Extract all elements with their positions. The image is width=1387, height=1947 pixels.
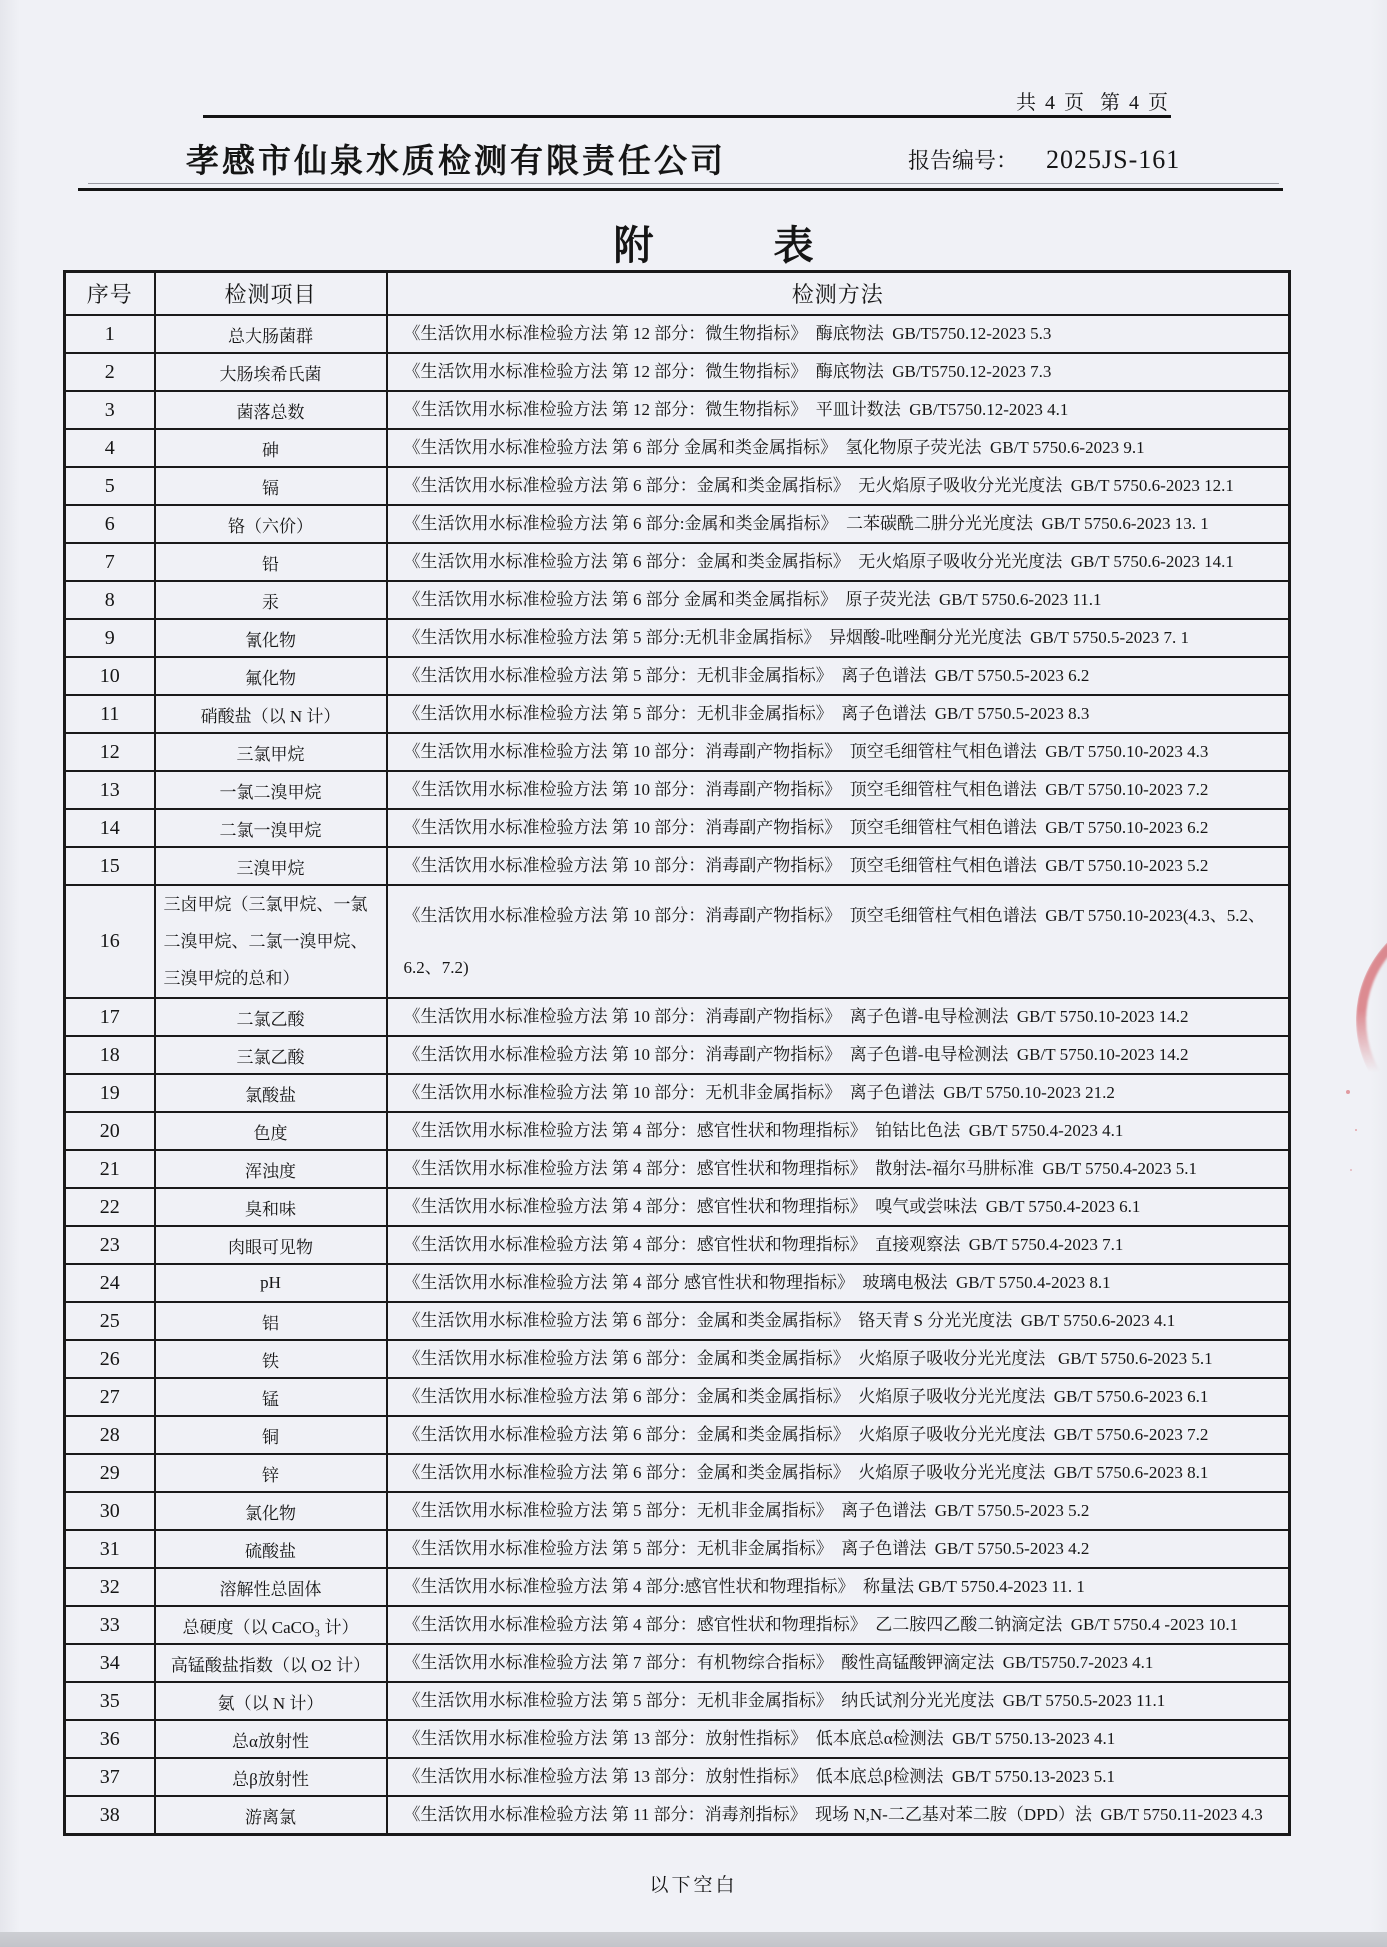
method-cell: 《生活饮用水标准检验方法 第 4 部分：感官性状和物理指标》 散射法-福尔马肼标准 GB/T 5750.4-2023 5.1 [387, 1150, 1290, 1188]
item-cell: 铝 [155, 1302, 387, 1340]
seq-cell: 13 [65, 771, 155, 809]
seq-cell: 16 [65, 885, 155, 998]
seq-cell: 25 [65, 1302, 155, 1340]
method-cell: 《生活饮用水标准检验方法 第 5 部分：无机非金属指标》 离子色谱法 GB/T 5750.5-2023 4.2 [387, 1530, 1290, 1568]
table-row [65, 619, 1290, 657]
seq-cell: 8 [65, 581, 155, 619]
table-row [65, 1378, 1290, 1416]
appendix-title: 附 表 [613, 223, 814, 268]
method-cell: 《生活饮用水标准检验方法 第 10 部分：消毒副产物指标》 离子色谱-电导检测法 GB/T 5750.10-2023 14.2 [387, 1036, 1290, 1074]
method-cell: 《生活饮用水标准检验方法 第 6 部分：金属和类金属指标》 火焰原子吸收分光光度法 GB/T 5750.6-2023 8.1 [387, 1454, 1290, 1492]
item-cell: 肉眼可见物 [155, 1226, 387, 1264]
seq-cell: 19 [65, 1074, 155, 1112]
seq-cell: 37 [65, 1758, 155, 1796]
item-cell: 菌落总数 [155, 391, 387, 429]
scan-edge-artifact [0, 1932, 1387, 1947]
table-row [65, 1568, 1290, 1606]
seq-cell: 34 [65, 1644, 155, 1682]
method-cell: 《生活饮用水标准检验方法 第 6 部分：金属和类金属指标》 无火焰原子吸收分光光度法 GB/T 5750.6-2023 12.1 [387, 467, 1290, 505]
item-cell: 硝酸盐（以 N 计） [155, 695, 387, 733]
method-cell: 《生活饮用水标准检验方法 第 5 部分:无机非金属指标》 异烟酸-吡唑酮分光光度法 GB/T 5750.5-2023 7. 1 [387, 619, 1290, 657]
seq-cell: 9 [65, 619, 155, 657]
table-row [65, 467, 1290, 505]
item-cell: pH [155, 1264, 387, 1302]
seq-cell: 6 [65, 505, 155, 543]
table-row [65, 847, 1290, 885]
report-number-value: 2025JS-161 [1046, 145, 1181, 174]
table-row [65, 657, 1290, 695]
seq-cell: 18 [65, 1036, 155, 1074]
seq-cell: 32 [65, 1568, 155, 1606]
page-indicator: 共 4 页 第 4 页 [1016, 92, 1170, 114]
seq-cell: 5 [65, 467, 155, 505]
seq-cell: 4 [65, 429, 155, 467]
method-cell: 《生活饮用水标准检验方法 第 4 部分 感官性状和物理指标》 玻璃电极法 GB/T 5750.4-2023 8.1 [387, 1264, 1290, 1302]
table-row [65, 391, 1290, 429]
item-cell: 二氯乙酸 [155, 998, 387, 1036]
method-cell: 《生活饮用水标准检验方法 第 4 部分：感官性状和物理指标》 嗅气或尝味法 GB/T 5750.4-2023 6.1 [387, 1188, 1290, 1226]
seq-cell: 20 [65, 1112, 155, 1150]
item-cell: 浑浊度 [155, 1150, 387, 1188]
red-seal-speckles [1346, 1090, 1350, 1094]
table-row [65, 1188, 1290, 1226]
method-cell: 《生活饮用水标准检验方法 第 11 部分：消毒剂指标》 现场 N,N-二乙基对苯二胺（DPD）法 GB/T 5750.11-2023 4.3 [387, 1796, 1290, 1835]
method-cell: 《生活饮用水标准检验方法 第 13 部分：放射性指标》 低本底总β检测法 GB/T 5750.13-2023 5.1 [387, 1758, 1290, 1796]
table-row [65, 1758, 1290, 1796]
table-body [65, 315, 1290, 1835]
method-cell: 《生活饮用水标准检验方法 第 10 部分：无机非金属指标》 离子色谱法 GB/T 5750.10-2023 21.2 [387, 1074, 1290, 1112]
footer-note: 以下空白 [649, 1875, 738, 1896]
table-row [65, 1112, 1290, 1150]
table-row [65, 1302, 1290, 1340]
table-header [65, 272, 1290, 316]
method-cell: 《生活饮用水标准检验方法 第 5 部分：无机非金属指标》 离子色谱法 GB/T 5750.5-2023 8.3 [387, 695, 1290, 733]
item-cell: 三溴甲烷 [155, 847, 387, 885]
table-row [65, 1416, 1290, 1454]
method-cell: 《生活饮用水标准检验方法 第 6 部分:金属和类金属指标》 二苯碳酰二肼分光光度法 GB/T 5750.6-2023 13. 1 [387, 505, 1290, 543]
table-row [65, 581, 1290, 619]
method-cell: 《生活饮用水标准检验方法 第 6 部分 金属和类金属指标》 原子荧光法 GB/T 5750.6-2023 11.1 [387, 581, 1290, 619]
table-row [65, 1036, 1290, 1074]
table-row [65, 1644, 1290, 1682]
table-row [65, 353, 1290, 391]
item-cell: 锰 [155, 1378, 387, 1416]
methods-table [63, 270, 1291, 1836]
seq-cell: 24 [65, 1264, 155, 1302]
method-cell: 《生活饮用水标准检验方法 第 10 部分：消毒副产物指标》 顶空毛细管柱气相色谱法 GB/T 5750.10-2023 7.2 [387, 771, 1290, 809]
item-cell: 铁 [155, 1340, 387, 1378]
header-rule-top [203, 115, 1171, 118]
table-row [65, 809, 1290, 847]
seq-cell: 36 [65, 1720, 155, 1758]
seq-cell: 28 [65, 1416, 155, 1454]
item-cell: 三氯乙酸 [155, 1036, 387, 1074]
seq-cell: 12 [65, 733, 155, 771]
method-cell: 《生活饮用水标准检验方法 第 10 部分：消毒副产物指标》 顶空毛细管柱气相色谱法 GB/T 5750.10-2023(4.3、5.2、6.2、7.2) [387, 885, 1290, 998]
table-row [65, 1492, 1290, 1530]
method-cell: 《生活饮用水标准检验方法 第 6 部分：金属和类金属指标》 无火焰原子吸收分光光度法 GB/T 5750.6-2023 14.1 [387, 543, 1290, 581]
item-cell: 色度 [155, 1112, 387, 1150]
table-row [65, 695, 1290, 733]
item-cell: 三卤甲烷（三氯甲烷、一氯二溴甲烷、二氯一溴甲烷、三溴甲烷的总和） [155, 885, 387, 998]
table-header-row [65, 272, 1290, 316]
item-cell: 总大肠菌群 [155, 315, 387, 353]
item-cell: 总α放射性 [155, 1720, 387, 1758]
item-cell: 铬（六价） [155, 505, 387, 543]
item-cell: 氰化物 [155, 619, 387, 657]
seq-cell: 22 [65, 1188, 155, 1226]
method-cell: 《生活饮用水标准检验方法 第 10 部分：消毒副产物指标》 离子色谱-电导检测法 GB/T 5750.10-2023 14.2 [387, 998, 1290, 1036]
item-cell: 铅 [155, 543, 387, 581]
method-cell: 《生活饮用水标准检验方法 第 13 部分：放射性指标》 低本底总α检测法 GB/T 5750.13-2023 4.1 [387, 1720, 1290, 1758]
table-row [65, 1682, 1290, 1720]
method-cell: 《生活饮用水标准检验方法 第 5 部分：无机非金属指标》 离子色谱法 GB/T 5750.5-2023 6.2 [387, 657, 1290, 695]
table-row [65, 505, 1290, 543]
item-cell: 氯酸盐 [155, 1074, 387, 1112]
method-cell: 《生活饮用水标准检验方法 第 6 部分：金属和类金属指标》 火焰原子吸收分光光度法 GB/T 5750.6-2023 7.2 [387, 1416, 1290, 1454]
col-header-seq: 序号 [65, 272, 155, 316]
table-row [65, 733, 1290, 771]
method-cell: 《生活饮用水标准检验方法 第 12 部分：微生物指标》 平皿计数法 GB/T5750.12-2023 4.1 [387, 391, 1290, 429]
method-cell: 《生活饮用水标准检验方法 第 4 部分：感官性状和物理指标》 铂钴比色法 GB/T 5750.4-2023 4.1 [387, 1112, 1290, 1150]
item-cell: 镉 [155, 467, 387, 505]
item-cell: 三氯甲烷 [155, 733, 387, 771]
item-cell: 硫酸盐 [155, 1530, 387, 1568]
table-row [65, 315, 1290, 353]
item-cell: 溶解性总固体 [155, 1568, 387, 1606]
table-row [65, 1150, 1290, 1188]
item-cell: 锌 [155, 1454, 387, 1492]
red-seal-stamp [1356, 908, 1387, 1132]
method-cell: 《生活饮用水标准检验方法 第 6 部分 金属和类金属指标》 氢化物原子荧光法 GB/T 5750.6-2023 9.1 [387, 429, 1290, 467]
seq-cell: 11 [65, 695, 155, 733]
seq-cell: 1 [65, 315, 155, 353]
table-row [65, 1606, 1290, 1644]
table-row [65, 543, 1290, 581]
item-cell: 臭和味 [155, 1188, 387, 1226]
table-row [65, 1226, 1290, 1264]
seq-cell: 26 [65, 1340, 155, 1378]
method-cell: 《生活饮用水标准检验方法 第 7 部分：有机物综合指标》 酸性高锰酸钾滴定法 GB/T5750.7-2023 4.1 [387, 1644, 1290, 1682]
seq-cell: 21 [65, 1150, 155, 1188]
table-row [65, 1074, 1290, 1112]
seq-cell: 33 [65, 1606, 155, 1644]
seq-cell: 30 [65, 1492, 155, 1530]
method-cell: 《生活饮用水标准检验方法 第 6 部分：金属和类金属指标》 火焰原子吸收分光光度法 GB/T 5750.6-2023 6.1 [387, 1378, 1290, 1416]
table-row [65, 885, 1290, 998]
seq-cell: 29 [65, 1454, 155, 1492]
col-header-item: 检测项目 [155, 272, 387, 316]
seq-cell: 7 [65, 543, 155, 581]
header-rule-bottom [78, 188, 1283, 191]
company-name: 孝感市仙泉水质检测有限责任公司 [186, 144, 726, 180]
item-cell: 高锰酸盐指数（以 O2 计） [155, 1644, 387, 1682]
seq-cell: 35 [65, 1682, 155, 1720]
table-row [65, 1530, 1290, 1568]
table-row [65, 1264, 1290, 1302]
seq-cell: 2 [65, 353, 155, 391]
method-cell: 《生活饮用水标准检验方法 第 4 部分:感官性状和物理指标》 称量法 GB/T 5750.4-2023 11. 1 [387, 1568, 1290, 1606]
item-cell: 铜 [155, 1416, 387, 1454]
item-cell: 总β放射性 [155, 1758, 387, 1796]
method-cell: 《生活饮用水标准检验方法 第 12 部分：微生物指标》 酶底物法 GB/T5750.12-2023 7.3 [387, 353, 1290, 391]
report-number-label: 报告编号： [908, 148, 1019, 173]
item-cell: 氟化物 [155, 657, 387, 695]
col-header-method: 检测方法 [387, 272, 1290, 316]
method-cell: 《生活饮用水标准检验方法 第 10 部分：消毒副产物指标》 顶空毛细管柱气相色谱法 GB/T 5750.10-2023 4.3 [387, 733, 1290, 771]
method-cell: 《生活饮用水标准检验方法 第 6 部分：金属和类金属指标》 铬天青 S 分光光度法 GB/T 5750.6-2023 4.1 [387, 1302, 1290, 1340]
item-cell: 一氯二溴甲烷 [155, 771, 387, 809]
seq-cell: 3 [65, 391, 155, 429]
seq-cell: 14 [65, 809, 155, 847]
seq-cell: 27 [65, 1378, 155, 1416]
method-cell: 《生活饮用水标准检验方法 第 4 部分：感官性状和物理指标》 乙二胺四乙酸二钠滴定法 GB/T 5750.4 -2023 10.1 [387, 1606, 1290, 1644]
table-row [65, 1720, 1290, 1758]
seq-cell: 38 [65, 1796, 155, 1835]
item-cell: 氨（以 N 计） [155, 1682, 387, 1720]
seq-cell: 15 [65, 847, 155, 885]
table-row [65, 429, 1290, 467]
item-cell: 游离氯 [155, 1796, 387, 1835]
method-cell: 《生活饮用水标准检验方法 第 5 部分：无机非金属指标》 纳氏试剂分光光度法 GB/T 5750.5-2023 11.1 [387, 1682, 1290, 1720]
table-row [65, 1340, 1290, 1378]
method-cell: 《生活饮用水标准检验方法 第 4 部分：感官性状和物理指标》 直接观察法 GB/T 5750.4-2023 7.1 [387, 1226, 1290, 1264]
seq-cell: 10 [65, 657, 155, 695]
table-row [65, 771, 1290, 809]
table-row [65, 1454, 1290, 1492]
item-cell: 二氯一溴甲烷 [155, 809, 387, 847]
item-cell: 汞 [155, 581, 387, 619]
table-row [65, 1796, 1290, 1835]
report-number [908, 144, 1180, 175]
method-cell: 《生活饮用水标准检验方法 第 12 部分：微生物指标》 酶底物法 GB/T5750.12-2023 5.3 [387, 315, 1290, 353]
item-cell: 大肠埃希氏菌 [155, 353, 387, 391]
item-cell: 砷 [155, 429, 387, 467]
item-cell: 氯化物 [155, 1492, 387, 1530]
item-cell: 总硬度（以 CaCO₃ 计） [155, 1606, 387, 1644]
method-cell: 《生活饮用水标准检验方法 第 5 部分：无机非金属指标》 离子色谱法 GB/T 5750.5-2023 5.2 [387, 1492, 1290, 1530]
method-cell: 《生活饮用水标准检验方法 第 10 部分：消毒副产物指标》 顶空毛细管柱气相色谱法 GB/T 5750.10-2023 6.2 [387, 809, 1290, 847]
seq-cell: 31 [65, 1530, 155, 1568]
table-row [65, 998, 1290, 1036]
method-cell: 《生活饮用水标准检验方法 第 10 部分：消毒副产物指标》 顶空毛细管柱气相色谱法 GB/T 5750.10-2023 5.2 [387, 847, 1290, 885]
seq-cell: 23 [65, 1226, 155, 1264]
method-cell: 《生活饮用水标准检验方法 第 6 部分：金属和类金属指标》 火焰原子吸收分光光度法 GB/T 5750.6-2023 5.1 [387, 1340, 1290, 1378]
seq-cell: 17 [65, 998, 155, 1036]
